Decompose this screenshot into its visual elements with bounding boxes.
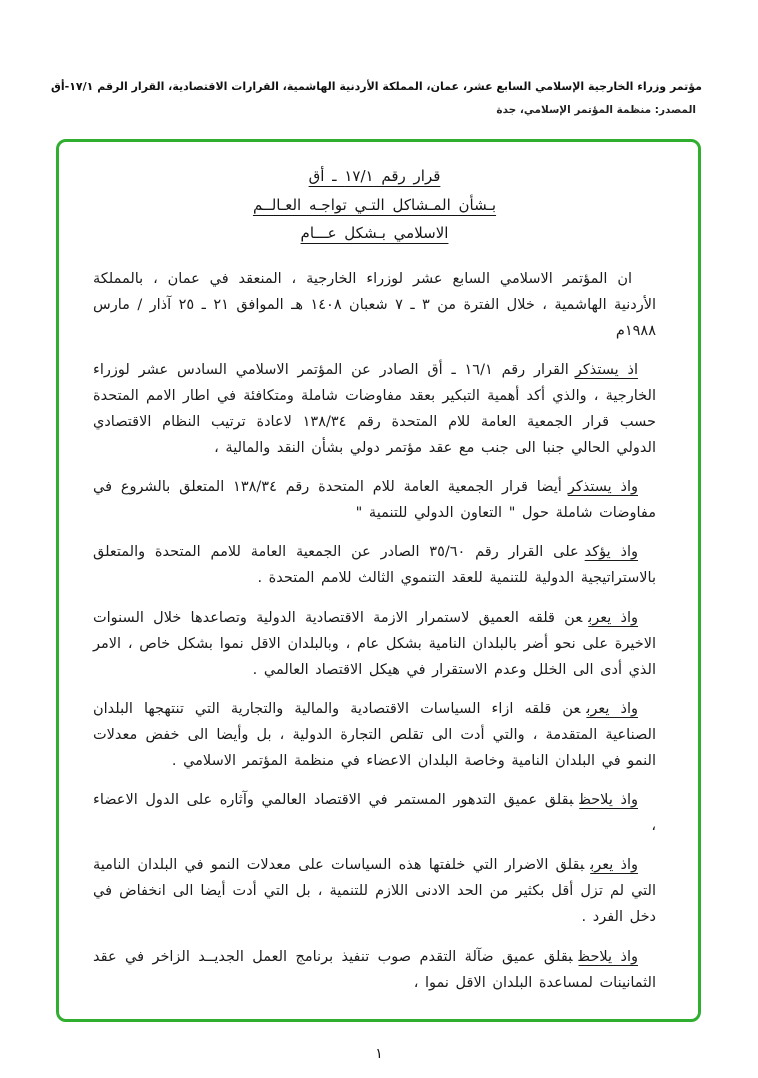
paragraph-8-text: بقلق الاضرار التي خلفتها هذه السياسات على معدلات النمو في البلدان النامية التي لم تزل أقل بكثير من الحد الادنى اللازم للتنمية ، بل التي أدت أيضا الى انخفاض في دخل الفرد . — [93, 857, 656, 926]
page-number: ١ — [375, 1046, 383, 1062]
resolution-title-line-2: بـشأن المـشاكل التـي تواجـه العـالــم — [252, 195, 497, 214]
paragraph-4-text: على القرار رقم ٣٥/٦٠ الصادر عن الجمعية العامة للامم المتحدة والمتعلق بالاستراتيجية الدولية للتنمية للعقد التنموي الثالث للامم المتحدة . — [93, 544, 656, 587]
paragraph-7-text: بقلق عميق التدهور المستمر في الاقتصاد العالمي وآثاره على الدول الاعضاء ، — [93, 792, 656, 835]
paragraph-2-text: القرار رقم ١٦/١ ـ أق الصادر عن المؤتمر الاسلامي السادس عشر لوزراء الخارجية ، والذي أكد أهمية التبكير بعقد مفاوضات شاملة ومتكافئة في اطار الامم المتحدة حسب قرار الجمعية العامة للام المتحدة رقم ١٣٨/٣٤ لاعادة ترتيب النظام الاقتصادي الدولي الحالي جنبا الى جنب مع عقد مؤتمر دولي بشأن النقد والمالية ، — [93, 361, 656, 457]
paragraph-1 — [93, 266, 656, 344]
paragraph-6-text: عن قلقه ازاء السياسات الاقتصادية والمالية والتجارية التي تنتهجها البلدان الصناعية المتقدمة ، والتي أدت الى تقلص التجارة الدولية ، بل وأيضا الى خفض معدلات النمو في البلدان النامية وخاصة البلدان الاعضاء في منظمة المؤتمر الاسلامي . — [93, 700, 656, 769]
paragraph-2 — [93, 357, 656, 461]
resolution-title-block — [93, 162, 656, 248]
document-frame — [56, 139, 701, 1022]
paragraph-2-lead: اذ يستذكر — [574, 361, 638, 378]
paragraph-7 — [93, 787, 656, 839]
paragraph-5 — [93, 605, 656, 683]
paragraph-5-text: عن قلقه العميق لاستمرار الازمة الاقتصادية الدولية وتصاعدها خلال السنوات الاخيرة على نحو أضر بالبلدان النامية بشكل عام ، وبالبلدان الاقل نموا بشكل خاص ، الامر الذي أدى الى الخلل وعدم الاستقرار في هيكل الاقتصاد العالمي . — [93, 609, 656, 678]
paragraph-6-lead: واذ يعرب — [586, 700, 638, 717]
paragraph-6 — [93, 696, 656, 774]
paragraph-9-lead: واذ يلاحظ — [578, 948, 638, 965]
paragraph-8-lead: واذ يعرب — [590, 857, 638, 874]
paragraph-3 — [93, 474, 656, 526]
header-title: مؤتمر وزراء الخارجية الإسلامي السابع عشر، عمان، المملكة الأردنية الهاشمية، القرارات الاقتصادية، القرار الرقم ١٧/١-أق — [51, 80, 702, 93]
paragraph-4-lead: واذ يؤكد — [584, 544, 638, 561]
paragraph-3-text: أيضا قرار الجمعية العامة للام المتحدة رقم ١٣٨/٣٤ المتعلق بالشروع في مفاوضات شاملة حول " التعاون الدولي للتنمية " — [93, 479, 656, 522]
resolution-title-line-3: الاسلامي بـشكل عـــام — [300, 224, 449, 242]
resolution-title-line-1: قرار رقم ١٧/١ ـ أق — [308, 167, 441, 185]
paragraph-9-text: بقلق عميق ضآلة التقدم صوب تنفيذ برنامج العمل الجديــد الزاخر في عقد الثمانينات لمساعدة البلدان الاقل نموا ، — [93, 948, 656, 991]
paragraph-9 — [93, 944, 656, 996]
paragraph-7-lead: واذ يلاحظ — [579, 792, 638, 809]
paragraph-4 — [93, 539, 656, 591]
header-source-line: المصدر: منظمة المؤتمر الإسلامي، جدة — [496, 104, 696, 116]
paragraph-1-text: ان المؤتمر الاسلامي السابع عشر لوزراء الخارجية ، المنعقد في عمان ، بالمملكة الأردنية الهاشمية ، خلال الفترة من ٣ ـ ٧ شعبان ١٤٠٨ هـ الموافق ٢١ ـ ٢٥ آذار / مارس ١٩٨٨م — [93, 270, 656, 339]
paragraph-3-lead: واذ يستذكر — [567, 479, 638, 496]
paragraph-5-lead: واذ يعرب — [588, 609, 639, 626]
paragraph-8 — [93, 852, 656, 930]
